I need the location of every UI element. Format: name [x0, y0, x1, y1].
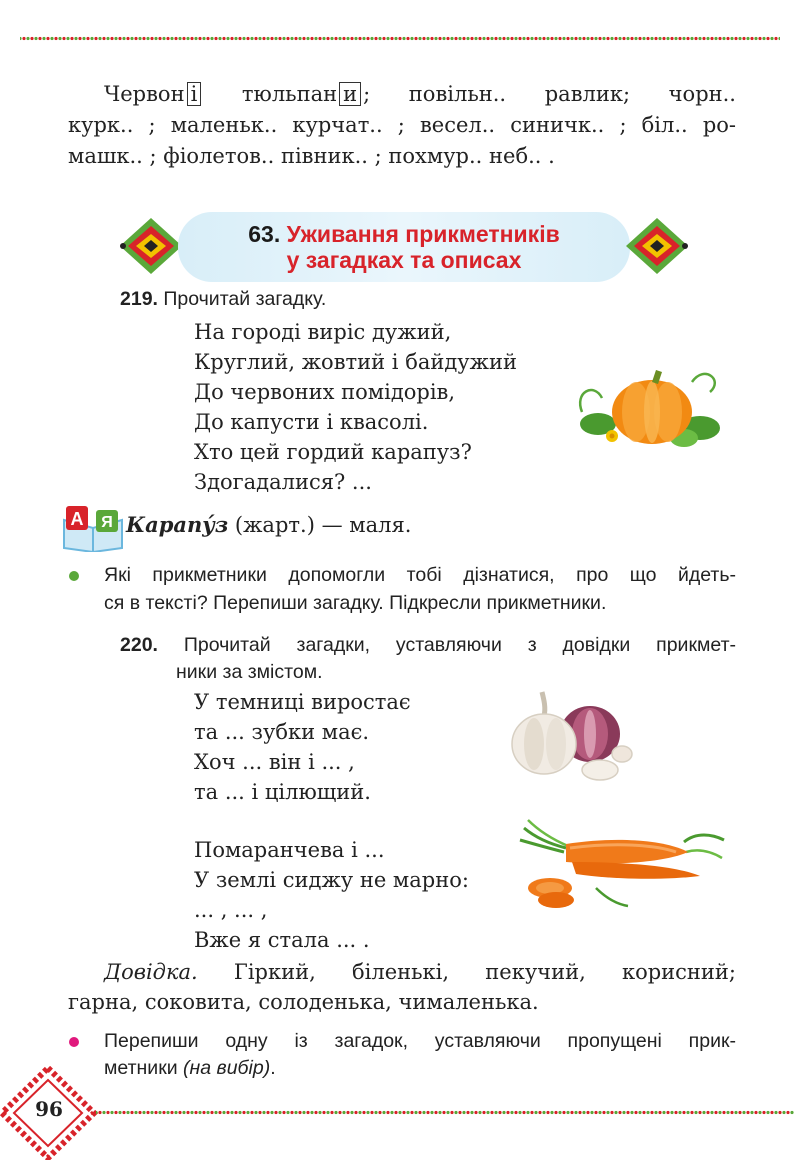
ending-box: і: [187, 82, 202, 106]
task-220-instruction-2: ники за змістом.: [176, 661, 323, 683]
poem-line: На городі виріс дужий,: [194, 320, 452, 344]
exercise-line-1: Червон і тюльпан и ; повільн.. равлик; чорн..: [104, 82, 736, 106]
dictionary-entry: [126, 510, 411, 540]
task-number: 219.: [120, 288, 158, 310]
poem-line: ... , ... ,: [194, 898, 268, 922]
poem-line: Хоч ... він і ... ,: [194, 750, 355, 774]
icon-letter: А: [70, 509, 84, 529]
dictionary-definition: — маля.: [321, 513, 412, 537]
poem-line: Здогадалися? ...: [194, 470, 372, 494]
lesson-title-2: у загадках та описах: [286, 247, 522, 273]
top-ornament-line: [20, 36, 780, 41]
bullet-2-line-2: метники (на вибір).: [104, 1057, 276, 1079]
pink-bullet: [69, 1037, 79, 1047]
poem-line: До капусти і квасолі.: [194, 410, 429, 434]
poem-line: Круглий, жовтий і байдужий: [194, 350, 517, 374]
poem-line: Вже я стала ... .: [194, 928, 370, 952]
dictionary-note: (жарт.): [234, 513, 315, 537]
poem-line: У темниці виростає: [194, 690, 411, 714]
reference-line-1: Довідка. Гіркий, біленькі, пекучий, корисний;: [104, 960, 736, 984]
garlic-illustration: [504, 686, 638, 782]
bullet-2-line-1: Перепиши одну із загадок, уставляючи пропущені прик-: [104, 1030, 736, 1052]
lesson-heading: [178, 212, 630, 282]
exercise-line-3: машк.. ; фіолетов.. півник.. ; похмур.. неб.. .: [68, 144, 555, 168]
poem-line: та ... і цілющий.: [194, 780, 371, 804]
lesson-number: 63.: [248, 221, 281, 247]
poem-line: та ... зубки має.: [194, 720, 370, 744]
lesson-title-1: Уживання прикметників: [286, 221, 560, 247]
riddle-garlic: [194, 688, 411, 808]
bullet-1-line-1: Які прикметники допомогли тобі дізнатися, про що йдеть-: [104, 564, 736, 586]
task-number: 220.: [120, 634, 158, 656]
dictionary-word: Карапу́з: [126, 512, 229, 537]
poem-line: У землі сиджу не марно:: [194, 868, 469, 892]
reference-label: Довідка.: [104, 960, 198, 984]
poem-line: Помаранчева і ...: [194, 838, 385, 862]
bottom-ornament-line: [96, 1110, 794, 1115]
dictionary-book-icon: [60, 504, 126, 552]
ornament-icon: [624, 216, 690, 276]
reference-line-2: гарна, соковита, солоденька, чималенька.: [68, 990, 539, 1014]
task-220-instruction-1: 220. Прочитай загадки, уставляючи з довідки прикмет-: [120, 634, 737, 656]
task-219-instruction: 219. Прочитай загадку.: [120, 288, 327, 310]
ending-box: и: [339, 82, 361, 106]
poem-line: До червоних помідорів,: [194, 380, 456, 404]
riddle-pumpkin: [194, 318, 517, 498]
pumpkin-illustration: [574, 362, 724, 452]
page-number: 96: [35, 1097, 63, 1121]
bullet-1-line-2: ся в тексті? Перепиши загадку. Підкресли прикметники.: [104, 592, 607, 614]
green-bullet: [69, 571, 79, 581]
riddle-carrot: [194, 836, 469, 956]
ornament-icon: [118, 216, 184, 276]
exercise-line-2: курк.. ; маленьк.. курчат.. ; весел.. синичк.. ; біл.. ро-: [68, 113, 736, 137]
carrot-illustration: [516, 818, 728, 914]
icon-letter: Я: [101, 514, 113, 531]
poem-line: Хто цей гордий карапуз?: [194, 440, 472, 464]
